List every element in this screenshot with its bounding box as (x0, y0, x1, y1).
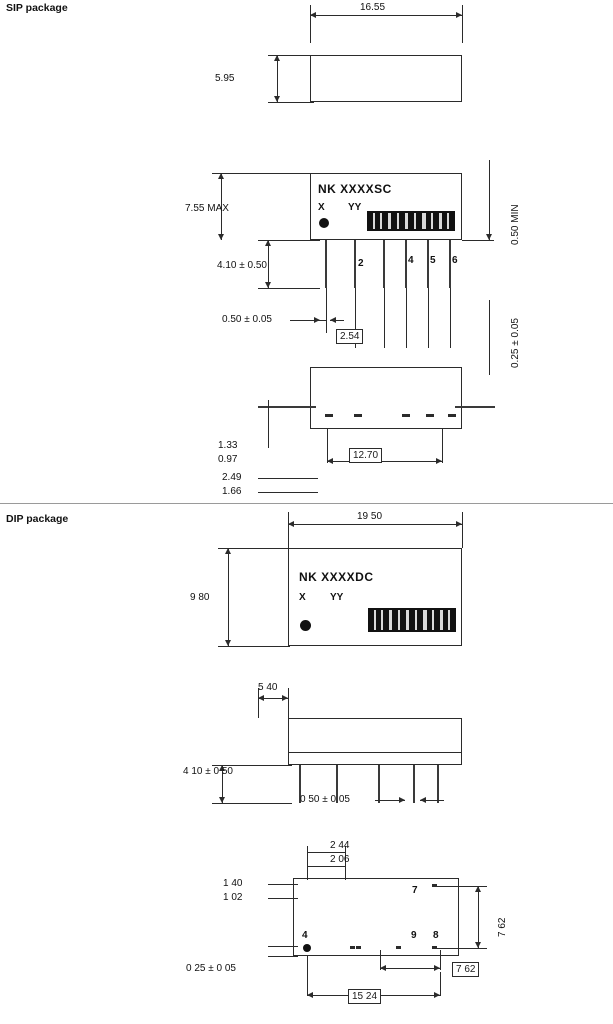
dip-row-pitch-label: 7 62 (497, 917, 508, 937)
dip-top-height-label: 9 80 (190, 592, 210, 603)
dip-front-seam (288, 752, 462, 753)
sip-lead-length-label: 4.10 ± 0.50 (217, 260, 267, 271)
sip-lead-2 (354, 240, 356, 288)
dip-rowpitch-dimline (478, 886, 479, 948)
dip-span-ext-left (307, 956, 308, 996)
dip-bottom-dimline-a (307, 852, 345, 853)
dip-leadwidth-dimline2 (268, 956, 298, 957)
sip-span-dimline (327, 461, 442, 462)
dip-bottom-dim-b: 2 06 (330, 854, 350, 865)
dip-rowpitch-arrow-up (475, 886, 481, 892)
sip-top-h-ext-bottom (268, 102, 314, 103)
sip-lead-thk-dimline (290, 320, 326, 321)
dip-bottom-dim-a: 2 44 (330, 840, 350, 851)
dip-pin-label-8: 8 (433, 930, 439, 941)
dip-lead-len-arrow-down (219, 797, 225, 803)
dip-polarity-dot (300, 620, 311, 631)
sip-top-width-arrow-right (456, 12, 462, 18)
sip-bottom-lead-left (258, 406, 316, 408)
sip-pad-1 (325, 414, 333, 417)
dip-pitch2-ext-right (440, 950, 441, 970)
sip-pitch-label: 2.54 (336, 329, 363, 344)
sip-pin-label-5: 5 (430, 255, 436, 266)
dip-leadwidth-dimline (268, 946, 298, 947)
sip-pitch-ext-6 (450, 288, 451, 348)
sip-manufacturer-marking (367, 211, 455, 231)
sip-standoff-ext (462, 240, 494, 241)
sip-bottom-dim-c: 2.49 (222, 472, 242, 483)
sip-top-height-arrow-up (274, 55, 280, 61)
dip-top-h-ext-bottom (218, 646, 290, 647)
sip-top-height-label: 5.95 (215, 73, 235, 84)
dip-pad-pin4 (303, 944, 311, 952)
dip-top-width-dimline (288, 524, 462, 525)
dip-bottom-dimline-d (268, 898, 298, 899)
dip-front-h-ext-b (288, 688, 289, 718)
dip-front-height-arrow-right (282, 695, 288, 701)
sip-bottom-dim-line-c (258, 478, 318, 479)
sip-pitch-ext-5 (428, 288, 429, 348)
sip-pitch-ext-4 (406, 288, 407, 348)
sip-bottom-dim-line-d (258, 492, 318, 493)
dip-lead-5 (437, 765, 439, 803)
sip-bottom-dim-d: 1.66 (222, 486, 242, 497)
dip-rowpitch-arrow-down (475, 942, 481, 948)
sip-device-code-x: X (318, 202, 325, 213)
dip-device-line1: NK XXXXDC (299, 570, 374, 584)
sip-pitch-ext-3 (384, 288, 385, 348)
dip-lead-length-label: 4 10 ± 0 50 (183, 766, 233, 777)
sip-lead-len-dimline (268, 240, 269, 288)
sip-lead-4 (405, 240, 407, 288)
section-divider (0, 503, 613, 504)
sip-top-body (310, 55, 462, 102)
sip-polarity-dot (319, 218, 329, 228)
sip-bottom-dim-a: 1.33 (218, 440, 238, 451)
sip-lead-6 (449, 240, 451, 288)
dip-bottom-dim-c: 1 40 (223, 878, 243, 889)
sip-front-height-arrow-down (218, 234, 224, 240)
dip-pitch2-ext-left (380, 950, 381, 970)
sip-pad-3 (402, 414, 410, 417)
sip-front-height-arrow-up (218, 173, 224, 179)
sip-top-height-dimline (277, 55, 278, 102)
sip-standoff-arrow (486, 234, 492, 240)
dip-bottom-dimline-c (268, 884, 298, 885)
sip-top-ext-right (462, 5, 463, 43)
dip-lead-len-ext-bottom (212, 803, 292, 804)
dip-lead-thickness-label: 0 50 ± 0 05 (300, 794, 350, 805)
sip-lead-width-label: 0.25 ± 0.05 (510, 318, 521, 368)
sip-span-label: 12.70 (349, 448, 382, 463)
sip-lead-len-ext-bottom (258, 288, 320, 289)
sip-bottom-dim-ext-a (268, 400, 269, 448)
dip-lead-4 (413, 765, 415, 803)
sip-pin-label-4: 4 (408, 255, 414, 266)
sip-lead-len-arrow-down (265, 282, 271, 288)
sip-pin-label-2: 2 (358, 258, 364, 269)
dip-top-width-arrow-left (288, 521, 294, 527)
dip-lead-3 (378, 765, 380, 803)
dip-span-ext-right (440, 972, 441, 996)
sip-device-line1: NK XXXXSC (318, 182, 392, 196)
sip-span-ext-left (327, 429, 328, 463)
dip-top-ext-left (288, 512, 289, 548)
dip-pin-label-9: 9 (411, 930, 417, 941)
dip-pad-mid2 (356, 946, 361, 949)
sip-lead-thk-arrow (314, 317, 320, 323)
sip-front-height-label: 7.55 MAX (185, 203, 229, 214)
dip-top-height-dimline (228, 548, 229, 646)
dip-manufacturer-marking (368, 608, 456, 632)
sip-top-width-label: 16.55 (360, 2, 386, 13)
sip-lead-5 (427, 240, 429, 288)
dip-device-code-x: X (299, 592, 306, 603)
dip-front-height-arrow-left (258, 695, 264, 701)
dip-span-label: 15 24 (348, 989, 381, 1004)
sip-standoff-dimline (489, 160, 490, 240)
sip-top-height-arrow-down (274, 96, 280, 102)
dip-lead-width-label: 0 25 ± 0 05 (186, 963, 236, 974)
dip-bottom-dimline-b (307, 866, 345, 867)
sip-lead-thk-arrow2 (330, 317, 336, 323)
sip-top-width-dimline (310, 15, 462, 16)
dip-pad-mid1 (350, 946, 355, 949)
sip-lead-thickness-label: 0.50 ± 0.05 (222, 314, 272, 325)
dip-front-height-label: 5 40 (258, 682, 278, 693)
dip-bottom-body (293, 878, 459, 956)
dip-top-width-label: 19 50 (357, 511, 383, 522)
dip-top-width-arrow-right (456, 521, 462, 527)
sip-pad-2 (354, 414, 362, 417)
sip-pad-4 (426, 414, 434, 417)
sip-pad-5 (448, 414, 456, 417)
dip-rowpitch-ext-bottom (437, 948, 487, 949)
sip-front-h-ext-top (212, 173, 312, 174)
sip-standoff-label: 0.50 MIN (510, 204, 521, 245)
dip-top-height-arrow-up (225, 548, 231, 554)
sip-bottom-lead-right (455, 406, 495, 408)
sip-leadwidth-dimline (489, 300, 490, 375)
sip-device-code-yy: YY (348, 202, 362, 213)
dip-pad-9 (396, 946, 401, 949)
sip-top-ext-left (310, 5, 311, 43)
dip-top-height-arrow-down (225, 640, 231, 646)
dip-lead-thk-arrow2 (420, 797, 426, 803)
dip-pitch2-dimline (380, 968, 440, 969)
sip-pin-label-6: 6 (452, 255, 458, 266)
sip-span-ext-right (442, 429, 443, 463)
dip-bottom-dim-d: 1 02 (223, 892, 243, 903)
dip-pin-label-7: 7 (412, 885, 418, 896)
sip-bottom-dim-b: 0.97 (218, 454, 238, 465)
dip-pin-label-4: 4 (302, 930, 308, 941)
dip-front-body (288, 718, 462, 765)
section-title-sip: SIP package (6, 2, 68, 14)
sip-lead-len-arrow-up (265, 240, 271, 246)
sip-lead-3 (383, 240, 385, 288)
dip-lead-thk-arrow (399, 797, 405, 803)
sip-bottom-body (310, 367, 462, 429)
sip-lead-1 (325, 240, 327, 288)
section-title-dip: DIP package (6, 513, 69, 525)
dip-top-ext-right (462, 512, 463, 548)
dip-row-pitch-label2: 7 62 (452, 962, 479, 977)
sip-pitch-ext-1 (326, 288, 327, 333)
dip-device-code-yy: YY (330, 592, 344, 603)
sip-top-width-arrow-left (310, 12, 316, 18)
